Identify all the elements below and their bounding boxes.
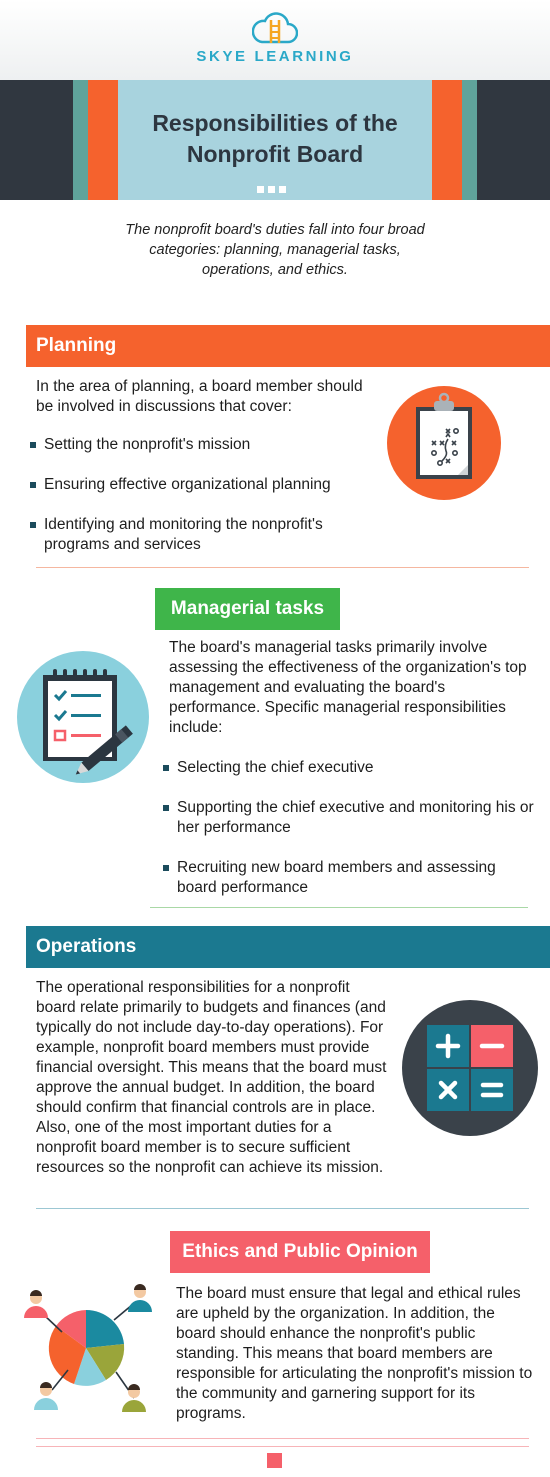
section-header-planning: Planning [26,325,550,367]
calculator-icon [402,1000,538,1136]
ethics-text: The board must ensure that legal and ethical rules are upheld by the organization. In addition, the board should enhance the nonprofit's public standing. This means that board members are responsible for articulating the nonprofit's mission to the community and garnering support for its programs. [176,1285,533,1422]
clipboard-strategy-icon [386,385,502,501]
people-pie-chart-icon [22,1280,160,1418]
decorative-dots [257,180,290,198]
intro-text: The nonprofit board's duties fall into four broad categories: planning, managerial tasks, operations, and ethics. [125,222,425,278]
list-item: Setting the nonprofit's mission [30,435,375,455]
checklist-notepad-icon [17,651,150,784]
operations-text: The operational responsibilities for a nonprofit board relate primarily to budgets and finances (and typically do not include day-to-day operations). For example, nonprofit board members must provide financial oversight. This means that the board must approve the annual budget. In addition, the board should confirm that financial controls are in place. Also, one of the most important duties for a nonprofit board member is to secure sufficient resources so the nonprofit can achieve its mission. [36,979,387,1176]
brand-name-part1: SKYE [196,48,248,65]
title-banner [0,80,550,200]
divider [150,907,528,908]
section-header-ethics: Ethics and Public Opinion [170,1231,430,1273]
page-title: Responsibilities of the Nonprofit Board [152,110,398,167]
header [0,0,550,80]
divider [36,1446,529,1447]
managerial-bullets [163,758,538,898]
section-header-managerial: Managerial tasks [155,588,340,630]
list-item: Ensuring effective organizational planning [30,475,375,495]
divider [36,1438,529,1439]
section-header-operations: Operations [26,926,550,968]
divider [36,567,529,568]
cloud-ladder-logo-icon [252,12,298,44]
planning-lead: In the area of planning, a board member should be involved in discussions that cover: [36,378,363,415]
list-item: Supporting the chief executive and monitoring his or her performance [163,798,538,838]
managerial-lead: The board's managerial tasks primarily involve assessing the effectiveness of the organization's top management and evaluating the board's performance. Specific managerial responsibilities include: [169,639,527,736]
planning-bullets [30,435,375,555]
divider [36,1208,529,1209]
brand-name [0,48,550,65]
brand-name-part2: LEARNING [254,48,354,65]
footer-square-mark [267,1453,282,1468]
list-item: Identifying and monitoring the nonprofit's programs and services [30,515,375,555]
list-item: Recruiting new board members and assessing board performance [163,858,538,898]
list-item: Selecting the chief executive [163,758,538,778]
